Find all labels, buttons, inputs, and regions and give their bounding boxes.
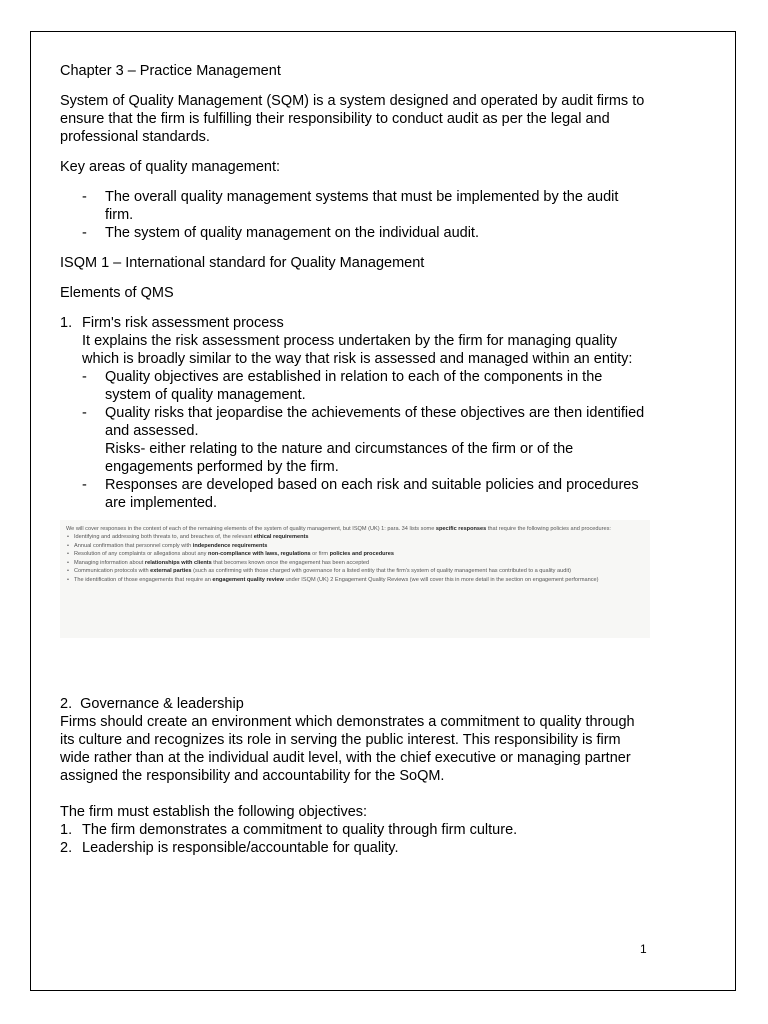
isqm-line: ISQM 1 – International standard for Quality Management (60, 255, 425, 271)
objectives-heading: The firm must establish the following objectives: (60, 804, 368, 820)
element-1-title: Firm's risk assessment process (82, 315, 284, 331)
snippet-list (66, 534, 644, 584)
list-item: - Quality objectives are established in relation to each of the components in the system of quality management. (82, 368, 650, 404)
elements-heading: Elements of QMS (60, 285, 174, 301)
key-areas-heading: Key areas of quality management: (60, 159, 281, 175)
embedded-image-snippet (60, 520, 650, 638)
list-item: - The system of quality management on the individual audit. (60, 224, 650, 242)
element-2-body: Firms should create an environment which demonstrates a commitment to quality through its culture and recognizes its role in serving the public interest. This responsibility is firm wide rather than at the individual audit level, with the chief executive or managing partner assigned the responsibility and accountability for the SoQM. (60, 714, 635, 784)
page-number: 1 (640, 942, 647, 956)
snippet-item: • Resolution of any complaints or allegations about any non-compliance with laws, regulations or firm policies and procedures (66, 551, 644, 558)
objective-item: 2. Leadership is responsible/accountable for quality. (60, 840, 399, 856)
key-areas-list (60, 188, 650, 242)
chapter-title: Chapter 3 – Practice Management (60, 63, 281, 79)
element-1-points (82, 368, 650, 512)
element-1 (60, 314, 650, 512)
element-2-heading: 2. Governance & leadership (60, 696, 244, 712)
element-1-intro: It explains the risk assessment process undertaken by the firm for managing quality which is broadly similar to the way that risk is assessed and managed within an entity: (82, 333, 633, 367)
snippet-item: • The identification of those engagements that require an engagement quality review under ISQM (UK) 2 Engagement Quality Reviews (we will cover this in more detail in the section on engagement performance) (66, 577, 644, 584)
list-item (82, 404, 650, 476)
snippet-item: • Identifying and addressing both threats to, and breaches of, the relevant ethical requirements (66, 534, 644, 541)
element-1-number: 1. (60, 315, 73, 331)
list-item-extra: Risks- either relating to the nature and circumstances of the firm or of the engagements performed by the firm. (105, 441, 574, 475)
objective-item: 1. The firm demonstrates a commitment to quality through firm culture. (60, 822, 518, 838)
list-item: - The overall quality management systems that must be implemented by the audit firm. (60, 188, 650, 224)
element-2 (60, 695, 650, 785)
snippet-intro: We will cover responses in the context of each of the remaining elements of the system of quality management, but ISQM (UK) 1: para. 34 lists some specific responses that require the following policies and procedures: (66, 526, 611, 532)
list-item-text: - Quality risks that jeopardise the achievements of these objectives are then identified and assessed. (105, 405, 645, 439)
sqm-definition: System of Quality Management (SQM) is a system designed and operated by audit firms to ensure that the firm is fulfilling their responsibility to conduct audit as per the legal and professional standards. (60, 93, 645, 145)
snippet-item: • Managing information about relationships with clients that becomes known once the engagement has been accepted (66, 560, 644, 567)
document-content (60, 62, 650, 857)
snippet-item: • Communication protocols with external parties (such as confirming with those charged with governance for a listed entity that the firm's system of quality management has contributed to a quality audit) (66, 568, 644, 575)
list-item: - Responses are developed based on each risk and suitable policies and procedures are implemented. (82, 476, 650, 512)
snippet-item: • Annual confirmation that personnel comply with independence requirements (66, 543, 644, 550)
